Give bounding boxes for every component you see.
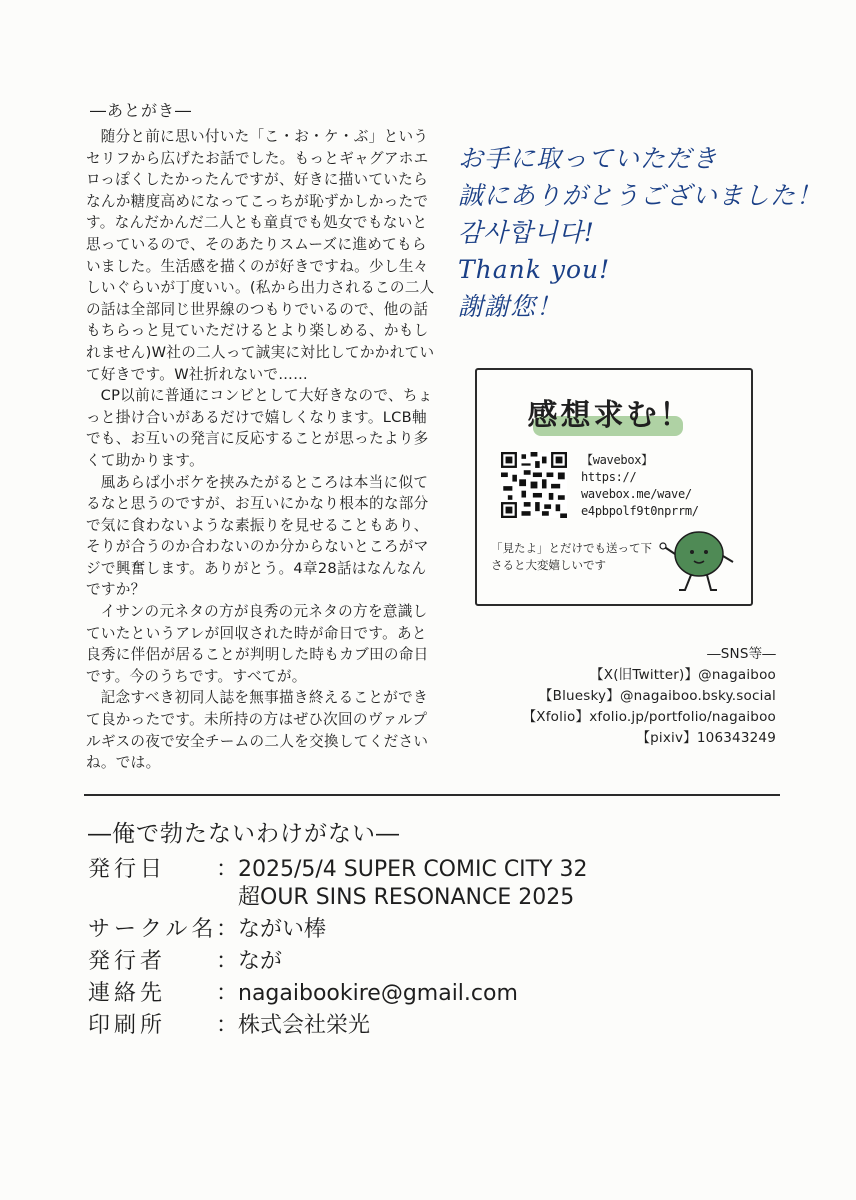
row-label: 連絡先	[88, 981, 167, 1006]
colophon-row-printer	[88, 1012, 778, 1040]
thanks-line-japanese: お手に取っていただき	[458, 144, 719, 173]
colophon-row-date	[88, 856, 778, 912]
afterword-paragraph: 風あらば小ボケを挟みたがるところは本当に似てるなと思うのですが、お互いにかなり根本的な部分で気に食わないような素振りを見せることもあり、そりが合うのか合わないのか分からないところがマジで興奮します。ありがとう。4章28話はなんなんですか？	[86, 473, 429, 599]
afterword-heading: ―あとがき―	[90, 101, 193, 120]
afterword-paragraph: 記念すべき初同人誌を無事描き終えることができて良かったです。未所持の方はぜひ次回のヴァルプルギスの夜で安全チームの二人を交換してくださいね。では。	[86, 689, 429, 772]
sns-bluesky-link[interactable]: 【Bluesky】@nagaiboo.bsky.social	[538, 688, 776, 704]
thanks-line-korean: 감사합니다!	[458, 218, 595, 247]
afterword-paragraph: 随分と前に思い付いた「こ・お・ケ・ぶ」というセリフから広げたお話でした。もっとギャグアホエロっぽくしたかったんですが、好きに描いていたらなんか糖度高めになってこっちが恥ずかしかったです。なんだかんだ二人とも童貞でも処女でもないと思っているので、そのあたりスムーズに進めてもらいました。生活感を描くのが好きですね。少し生々しいぐらいが丁度いい。(私から出力されるこの二人の話は全部同じ世界線のつもりでいるので、他の話もちらっと見ていただけるとより楽しめる、かもしれません)W社の二人って誠実に対比してかかれていて好きです。W社折れないで……	[86, 128, 435, 383]
row-separator: ：	[216, 949, 239, 974]
afterword-paragraph: CP以前に普通にコンビとして大好きなので、ちょっと掛け合いがあるだけで嬉しくなります。LCB軸でも、お互いの発言に反応することが思ったより多くて助かります。	[86, 387, 433, 469]
row-label: 発行日	[88, 857, 167, 882]
feedback-note: 「見たよ」とだけでも送って下さると大変嬉しいです	[491, 541, 652, 572]
row-value: 株式会社栄光	[238, 1013, 371, 1038]
row-separator: ：	[216, 917, 239, 942]
colophon	[88, 818, 778, 1044]
thanks-line-chinese: 謝謝您！	[458, 292, 563, 321]
wavebox-link[interactable]	[581, 452, 745, 520]
sns-heading: ―SNS等―	[707, 646, 776, 662]
wavebox-url-line: e4pbpolf9t0nprrm/	[581, 504, 699, 518]
thank-you-message	[458, 140, 823, 325]
wavebox-url-line: https://	[581, 470, 637, 484]
mascot-icon	[659, 520, 739, 596]
row-label: 印刷所	[88, 1013, 167, 1038]
afterword	[86, 100, 438, 774]
row-label: サークル名	[88, 917, 218, 942]
row-value: 2025/5/4 SUPER COMIC CITY 32 超OUR SINS RESONANCE 2025	[238, 857, 588, 910]
colophon-row-contact	[88, 980, 778, 1008]
qr-code-icon[interactable]	[501, 452, 567, 518]
colophon-row-publisher	[88, 948, 778, 976]
row-separator: ：	[216, 981, 239, 1006]
thanks-line-japanese-2: 誠にありがとうございました！	[458, 181, 823, 210]
feedback-card-title: 感想求む！	[527, 398, 693, 433]
sns-x-link[interactable]: 【X(旧Twitter)】@nagaiboo	[590, 667, 776, 683]
book-title: ―俺で勃たないわけがない―	[88, 821, 400, 847]
contact-email[interactable]: nagaibookire@gmail.com	[238, 981, 518, 1006]
thanks-line-english: Thank you!	[458, 255, 611, 284]
divider	[84, 794, 780, 796]
colophon-row-circle	[88, 916, 778, 944]
row-separator: ：	[216, 1013, 239, 1038]
wavebox-service-label: 【wavebox】	[581, 453, 653, 467]
sns-links	[470, 644, 776, 749]
row-value: ながい棒	[238, 917, 327, 942]
feedback-card	[475, 368, 753, 606]
row-separator: ：	[216, 857, 239, 882]
sns-xfolio-link[interactable]: 【Xfolio】xfolio.jp/portfolio/nagaiboo	[522, 709, 776, 725]
wavebox-url-line: wavebox.me/wave/	[581, 487, 692, 501]
row-value: なが	[238, 949, 283, 974]
afterword-paragraph: イサンの元ネタの方が良秀の元ネタの方を意識していたというアレが回収された時が命日です。あと良秀に伴侶が居ることが判明した時もカブ田の命日です。今のうちです。すべてが。	[86, 603, 429, 685]
sns-pixiv-link[interactable]: 【pixiv】106343249	[636, 730, 776, 746]
row-label: 発行者	[88, 949, 167, 974]
